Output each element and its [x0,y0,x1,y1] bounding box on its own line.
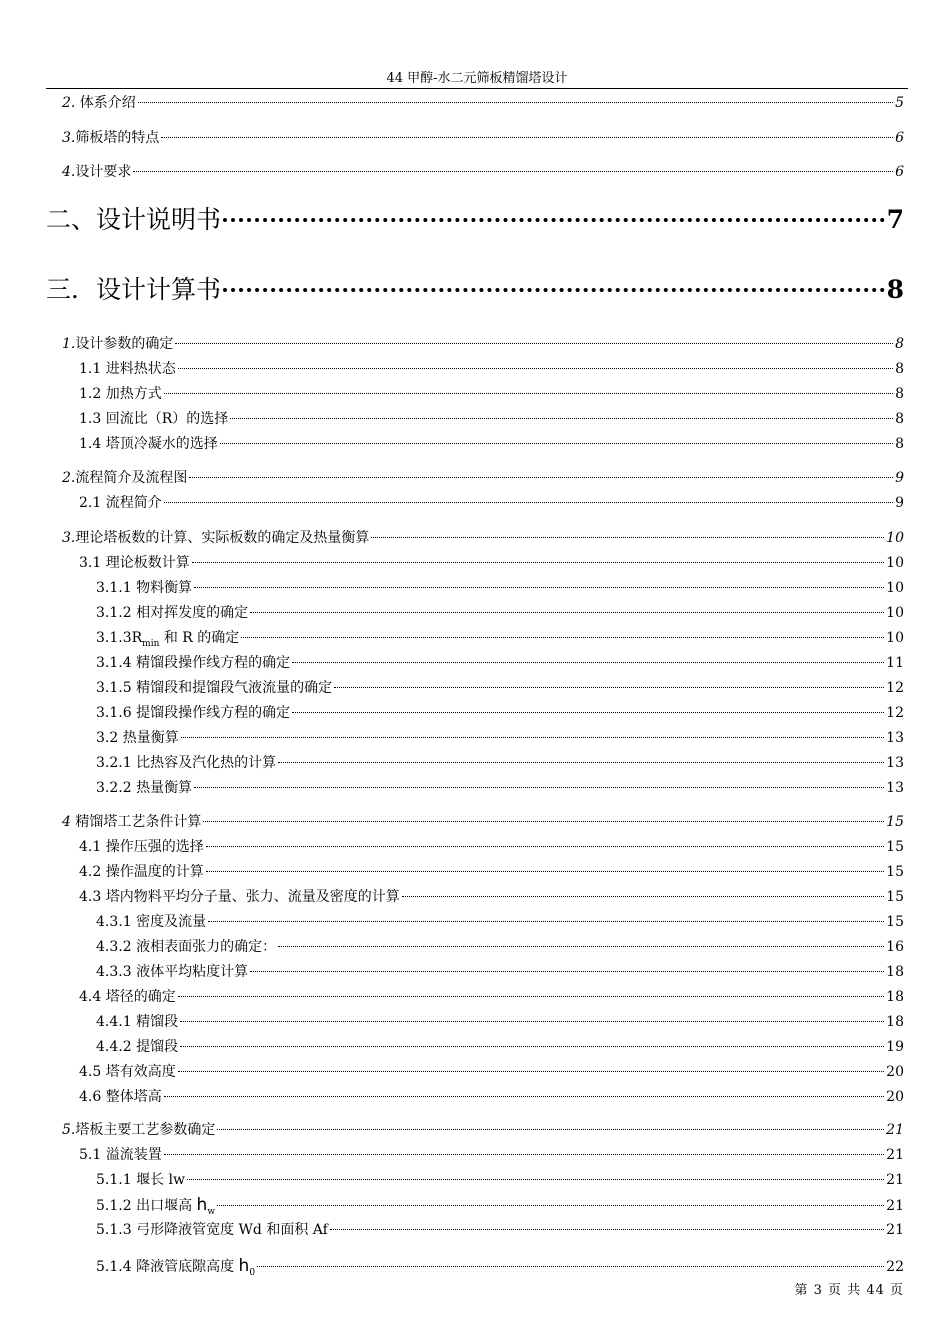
toc-entry[interactable]: 3.1.5 精馏段和提馏段气液流量的确定 12 [96,680,904,696]
toc-entry[interactable]: 4.5 塔有效高度 20 [79,1064,904,1080]
page-number: 20 [886,1089,904,1105]
leader-dots [180,1046,884,1047]
leader-dots [223,288,885,292]
page-number: 10 [886,605,904,621]
toc-entry[interactable]: 4.4.1 精馏段 18 [96,1014,904,1030]
leader-dots [292,662,884,663]
toc-chapter[interactable]: 三．设计计算书 8 [46,273,904,307]
leader-dots [189,477,893,478]
leader-dots [278,762,884,763]
toc-entry[interactable]: 1.1 进料热状态 8 [79,361,904,377]
page-number: 8 [895,336,904,352]
page-number: 6 [895,164,904,180]
toc-entry[interactable]: 4.2 操作温度的计算 15 [79,864,904,880]
toc-entry[interactable]: 3.理论塔板数的计算、实际板数的确定及热量衡算 10 [62,530,904,546]
leader-dots [194,587,884,588]
leader-dots [164,393,893,394]
leader-dots [206,846,884,847]
toc-entry[interactable]: 3.筛板塔的特点 6 [62,130,904,146]
page-number: 16 [886,939,904,955]
page-number: 13 [886,780,904,796]
toc-entry[interactable]: 4.1 操作压强的选择 15 [79,839,904,855]
leader-dots [203,821,884,822]
toc-entry[interactable]: 4.3 塔内物料平均分子量、张力、流量及密度的计算 15 [79,889,904,905]
page-number: 15 [886,914,904,930]
page-footer [795,1282,904,1300]
leader-dots [223,218,885,222]
toc-entry[interactable]: 5.1 溢流装置 21 [79,1147,904,1163]
leader-dots [206,871,884,872]
page-number: 10 [886,630,904,646]
toc-entry[interactable]: 5.1.4 降液管底隙高度 $h_0$ 22 [96,1256,904,1278]
leader-dots [241,637,884,638]
leader-dots [250,612,884,613]
page-number: 18 [886,989,904,1005]
page-number: 11 [886,655,904,671]
page-number: 15 [886,864,904,880]
page-number: 7 [886,205,904,234]
leader-dots [208,921,884,922]
page-number: 12 [886,680,904,696]
toc-entry[interactable]: 3.1.1 物料衡算 10 [96,580,904,596]
page-number: 8 [895,411,904,427]
toc-entry[interactable]: 4.4.2 提馏段 19 [96,1039,904,1055]
page-number: 8 [895,386,904,402]
leader-dots [330,1229,884,1230]
page-number: 15 [886,814,904,830]
toc-entry[interactable]: 4.3.2 液相表面张力的确定： 16 [96,939,904,955]
leader-dots [138,102,893,103]
page-number: 22 [886,1259,904,1275]
page-number: 21 [886,1147,904,1163]
toc-entry[interactable]: 5.塔板主要工艺参数确定 21 [62,1122,904,1138]
page-number: 12 [886,705,904,721]
page-info: 第 3 页 共 44 页 [794,1283,904,1298]
toc-entry[interactable]: 5.1.3 弓形降液管宽度 Wd 和面积 Af 21 [96,1222,904,1238]
leader-dots [180,1021,884,1022]
toc-entry[interactable]: 4.3.3 液体平均粘度计算 18 [96,964,904,980]
toc-entry[interactable]: 4.6 整体塔高 20 [79,1089,904,1105]
leader-dots [133,171,893,172]
toc-entry[interactable]: 1.4 塔顶冷凝水的选择 8 [79,436,904,452]
leader-dots [278,946,884,947]
page-number: 18 [886,964,904,980]
toc-entry[interactable]: 1.设计参数的确定 8 [62,336,904,352]
page-number: 9 [895,495,904,511]
leader-dots [220,443,893,444]
leader-dots [178,1071,884,1072]
leader-dots [257,1266,884,1267]
page-number: 21 [886,1198,904,1214]
page-number: 9 [895,470,904,486]
toc-entry[interactable]: 1.2 加热方式 8 [79,386,904,402]
toc-entry[interactable]: 3.1.4 精馏段操作线方程的确定 11 [96,655,904,671]
page-number: 19 [886,1039,904,1055]
leader-dots [178,368,893,369]
page-number: 10 [886,555,904,571]
toc-entry[interactable]: 4.4 塔径的确定 18 [79,989,904,1005]
toc-entry[interactable]: 3.1 理论板数计算 10 [79,555,904,571]
page-number: 21 [886,1122,904,1138]
page-number: 6 [895,130,904,146]
toc-entry[interactable]: 2. 体系介绍 5 [62,95,904,111]
leader-dots [175,343,893,344]
toc-entry[interactable]: 3.2.1 比热容及汽化热的计算 13 [96,755,904,771]
leader-dots [292,712,884,713]
leader-dots [402,896,884,897]
page-number: 21 [886,1172,904,1188]
toc-entry[interactable]: 3.1.6 提馏段操作线方程的确定 12 [96,705,904,721]
toc-entry[interactable]: 3.2.2 热量衡算 13 [96,780,904,796]
leader-dots [192,562,884,563]
leader-dots [217,1129,884,1130]
toc-entry[interactable]: $3.1.3R_{min}$ 和 R 的确定 10 [96,630,904,649]
toc-entry[interactable]: 5.1.2 出口堰高 $h_w$ 21 [96,1195,904,1217]
page-number: 20 [886,1064,904,1080]
leader-dots [161,137,893,138]
leader-dots [371,537,884,538]
page-number: 8 [895,361,904,377]
page-number: 21 [886,1222,904,1238]
toc-entry[interactable]: 4.设计要求 6 [62,164,904,180]
page-number: 13 [886,730,904,746]
page-number: 8 [895,436,904,452]
toc-chapter[interactable]: 二、设计说明书 7 [46,203,904,237]
toc-entry[interactable]: 5.1.1 堰长 lw 21 [96,1172,904,1188]
page-number: 15 [886,839,904,855]
leader-dots [164,1096,884,1097]
page-number: 13 [886,755,904,771]
page-number: 15 [886,889,904,905]
toc-entry[interactable]: 3.1.2 相对挥发度的确定 10 [96,605,904,621]
page-number: 10 [886,580,904,596]
leader-dots [164,1154,884,1155]
leader-dots [187,1179,884,1180]
leader-dots [194,787,884,788]
page-number: 18 [886,1014,904,1030]
toc-entry[interactable]: 1.3 回流比（R）的选择 8 [79,411,904,427]
leader-dots [178,996,884,997]
leader-dots [217,1205,884,1206]
toc-entry[interactable]: 4 精馏塔工艺条件计算 15 [62,814,904,830]
leader-dots [164,502,893,503]
page-number: 5 [895,95,904,111]
leader-dots [334,687,884,688]
leader-dots [250,971,884,972]
leader-dots [230,418,893,419]
toc-entry[interactable]: 2.流程简介及流程图 9 [62,470,904,486]
page-number: 8 [886,275,904,304]
toc-entry[interactable]: 3.2 热量衡算 13 [96,730,904,746]
header-title: 44 甲醇-水二元筛板精馏塔设计 [386,71,568,86]
leader-dots [181,737,884,738]
page-number: 10 [886,530,904,546]
toc-entry[interactable]: 2.1 流程简介 9 [79,495,904,511]
toc-entry[interactable]: 4.3.1 密度及流量 15 [96,914,904,930]
